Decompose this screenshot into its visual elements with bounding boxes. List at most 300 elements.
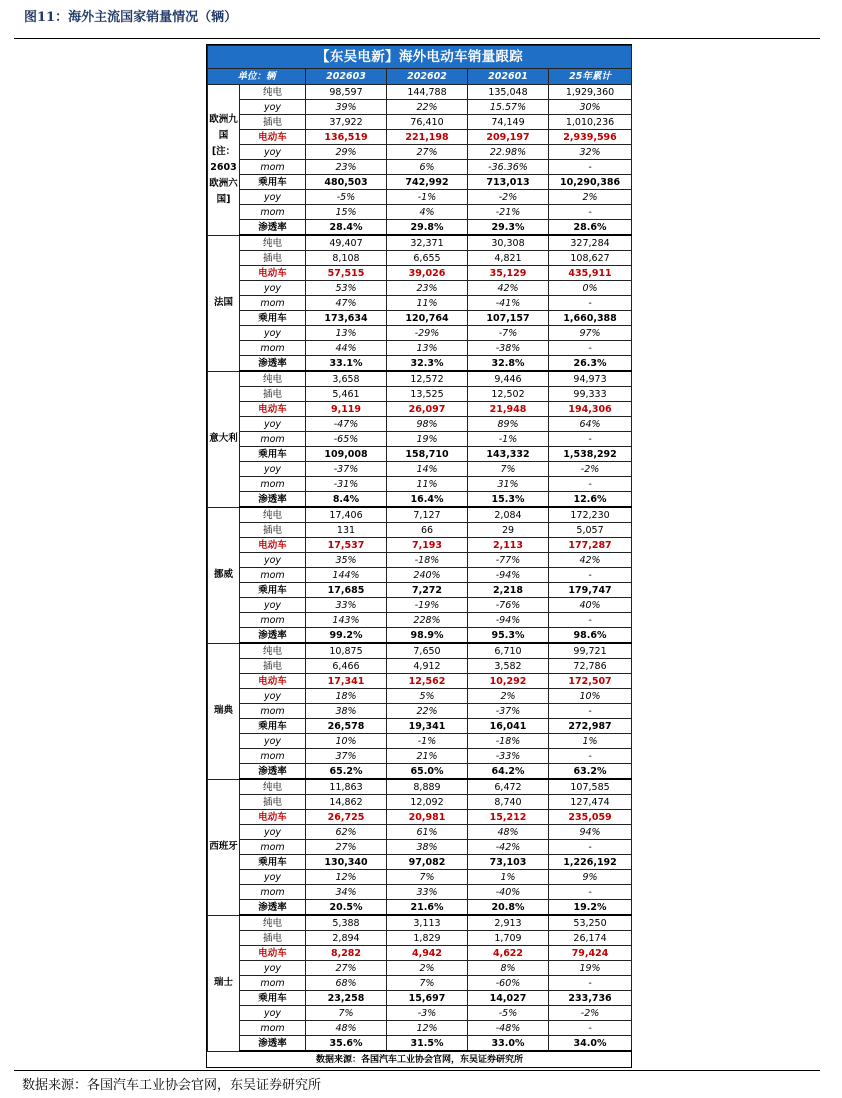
value-cell: 4% bbox=[387, 205, 468, 220]
table-row bbox=[208, 613, 632, 628]
value-cell: 23,258 bbox=[306, 991, 387, 1006]
table-row bbox=[208, 900, 632, 916]
value-cell: 13% bbox=[306, 326, 387, 341]
value-cell: -18% bbox=[387, 553, 468, 568]
value-cell: 64.2% bbox=[468, 764, 549, 780]
value-cell: 30,308 bbox=[468, 235, 549, 251]
value-cell: 48% bbox=[306, 1021, 387, 1036]
value-cell: -40% bbox=[468, 885, 549, 900]
value-cell: -33% bbox=[468, 749, 549, 764]
row-label: 插电 bbox=[240, 931, 306, 946]
row-label: 渗透率 bbox=[240, 1036, 306, 1052]
value-cell: 135,048 bbox=[468, 85, 549, 100]
value-cell: - bbox=[549, 568, 632, 583]
row-label: mom bbox=[240, 296, 306, 311]
table-row bbox=[208, 371, 632, 387]
row-label: yoy bbox=[240, 553, 306, 568]
row-label: yoy bbox=[240, 1006, 306, 1021]
value-cell: 435,911 bbox=[549, 266, 632, 281]
table-source: 数据来源：各国汽车工业协会官网，东吴证券研究所 bbox=[316, 1055, 524, 1065]
row-label: 插电 bbox=[240, 115, 306, 130]
value-cell: 65.0% bbox=[387, 764, 468, 780]
table-row bbox=[208, 931, 632, 946]
value-cell: 2,894 bbox=[306, 931, 387, 946]
row-label: 插电 bbox=[240, 523, 306, 538]
value-cell: 327,284 bbox=[549, 235, 632, 251]
table-source-row bbox=[208, 1051, 632, 1069]
top-rule bbox=[14, 38, 820, 39]
table-row bbox=[208, 205, 632, 220]
value-cell: 29 bbox=[468, 523, 549, 538]
value-cell: 10,292 bbox=[468, 674, 549, 689]
value-cell: 1,538,292 bbox=[549, 447, 632, 462]
value-cell: 0% bbox=[549, 281, 632, 296]
value-cell: -1% bbox=[387, 190, 468, 205]
table-title-row bbox=[208, 46, 632, 69]
value-cell: 28.4% bbox=[306, 220, 387, 236]
value-cell: 28.6% bbox=[549, 220, 632, 236]
table-row bbox=[208, 946, 632, 961]
value-cell: -38% bbox=[468, 341, 549, 356]
row-label: 纯电 bbox=[240, 85, 306, 100]
value-cell: 37,922 bbox=[306, 115, 387, 130]
value-cell: 99,333 bbox=[549, 387, 632, 402]
value-cell: 22% bbox=[387, 100, 468, 115]
value-cell: 18% bbox=[306, 689, 387, 704]
value-cell: 16.4% bbox=[387, 492, 468, 508]
table-row bbox=[208, 538, 632, 553]
value-cell: 32,371 bbox=[387, 235, 468, 251]
table-row bbox=[208, 674, 632, 689]
table-row bbox=[208, 281, 632, 296]
row-label: mom bbox=[240, 477, 306, 492]
value-cell: - bbox=[549, 749, 632, 764]
value-cell: 34.0% bbox=[549, 1036, 632, 1052]
value-cell: 48% bbox=[468, 825, 549, 840]
value-cell: 6,466 bbox=[306, 659, 387, 674]
row-label: mom bbox=[240, 160, 306, 175]
value-cell: 27% bbox=[306, 961, 387, 976]
row-label: 电动车 bbox=[240, 266, 306, 281]
value-cell: 10% bbox=[549, 689, 632, 704]
value-cell: - bbox=[549, 160, 632, 175]
value-cell: 5,057 bbox=[549, 523, 632, 538]
row-label: 乘用车 bbox=[240, 311, 306, 326]
table-row bbox=[208, 296, 632, 311]
row-label: 乘用车 bbox=[240, 991, 306, 1006]
table-row bbox=[208, 402, 632, 417]
value-cell: 12,572 bbox=[387, 371, 468, 387]
value-cell: 21.6% bbox=[387, 900, 468, 916]
value-cell: -1% bbox=[387, 734, 468, 749]
row-label: 乘用车 bbox=[240, 719, 306, 734]
value-cell: 11% bbox=[387, 296, 468, 311]
value-cell: 20,981 bbox=[387, 810, 468, 825]
table-row bbox=[208, 266, 632, 281]
value-cell: 33% bbox=[306, 598, 387, 613]
table-row bbox=[208, 85, 632, 100]
value-cell: 12.6% bbox=[549, 492, 632, 508]
row-label: 乘用车 bbox=[240, 855, 306, 870]
value-cell: 33% bbox=[387, 885, 468, 900]
value-cell: 76,410 bbox=[387, 115, 468, 130]
row-label: mom bbox=[240, 885, 306, 900]
row-label: yoy bbox=[240, 190, 306, 205]
value-cell: 22% bbox=[387, 704, 468, 719]
header-col: 202603 bbox=[306, 69, 387, 85]
table-row bbox=[208, 115, 632, 130]
value-cell: 109,008 bbox=[306, 447, 387, 462]
value-cell: 61% bbox=[387, 825, 468, 840]
value-cell: 19,341 bbox=[387, 719, 468, 734]
value-cell: 2% bbox=[387, 961, 468, 976]
value-cell: 179,747 bbox=[549, 583, 632, 598]
value-cell: 64% bbox=[549, 417, 632, 432]
value-cell: - bbox=[549, 840, 632, 855]
value-cell: 172,230 bbox=[549, 507, 632, 523]
value-cell: 65.2% bbox=[306, 764, 387, 780]
country-label: 瑞典 bbox=[208, 643, 240, 779]
value-cell: -65% bbox=[306, 432, 387, 447]
value-cell: 235,059 bbox=[549, 810, 632, 825]
table-row bbox=[208, 976, 632, 991]
table-row bbox=[208, 779, 632, 795]
table-row bbox=[208, 417, 632, 432]
value-cell: -94% bbox=[468, 568, 549, 583]
value-cell: - bbox=[549, 296, 632, 311]
table-row bbox=[208, 719, 632, 734]
row-label: mom bbox=[240, 749, 306, 764]
table-row bbox=[208, 477, 632, 492]
value-cell: 12,092 bbox=[387, 795, 468, 810]
value-cell: 42% bbox=[468, 281, 549, 296]
row-label: mom bbox=[240, 432, 306, 447]
value-cell: -5% bbox=[468, 1006, 549, 1021]
value-cell: 107,157 bbox=[468, 311, 549, 326]
value-cell: 144% bbox=[306, 568, 387, 583]
table-row bbox=[208, 870, 632, 885]
value-cell: -2% bbox=[549, 462, 632, 477]
row-label: 渗透率 bbox=[240, 628, 306, 644]
value-cell: 2,084 bbox=[468, 507, 549, 523]
value-cell: 7% bbox=[387, 976, 468, 991]
value-cell: 68% bbox=[306, 976, 387, 991]
value-cell: 98% bbox=[387, 417, 468, 432]
row-label: 纯电 bbox=[240, 779, 306, 795]
value-cell: 13,525 bbox=[387, 387, 468, 402]
row-label: 渗透率 bbox=[240, 220, 306, 236]
value-cell: -60% bbox=[468, 976, 549, 991]
value-cell: -76% bbox=[468, 598, 549, 613]
row-label: 乘用车 bbox=[240, 175, 306, 190]
row-label: yoy bbox=[240, 145, 306, 160]
value-cell: 32.3% bbox=[387, 356, 468, 372]
value-cell: 35% bbox=[306, 553, 387, 568]
value-cell: 11,863 bbox=[306, 779, 387, 795]
table-row bbox=[208, 1006, 632, 1021]
value-cell: 17,537 bbox=[306, 538, 387, 553]
table-row bbox=[208, 130, 632, 145]
value-cell: 12% bbox=[306, 870, 387, 885]
value-cell: 19.2% bbox=[549, 900, 632, 916]
value-cell: 107,585 bbox=[549, 779, 632, 795]
table-row bbox=[208, 100, 632, 115]
row-label: yoy bbox=[240, 462, 306, 477]
value-cell: 131 bbox=[306, 523, 387, 538]
table-row bbox=[208, 825, 632, 840]
value-cell: 79,424 bbox=[549, 946, 632, 961]
value-cell: 8,889 bbox=[387, 779, 468, 795]
value-cell: 49,407 bbox=[306, 235, 387, 251]
value-cell: 3,658 bbox=[306, 371, 387, 387]
row-label: 电动车 bbox=[240, 810, 306, 825]
value-cell: -5% bbox=[306, 190, 387, 205]
table-row bbox=[208, 311, 632, 326]
value-cell: 2% bbox=[549, 190, 632, 205]
value-cell: 26,097 bbox=[387, 402, 468, 417]
table-row bbox=[208, 598, 632, 613]
table-header-row bbox=[208, 69, 632, 85]
value-cell: 89% bbox=[468, 417, 549, 432]
value-cell: 3,113 bbox=[387, 915, 468, 931]
table-row bbox=[208, 492, 632, 508]
value-cell: 19% bbox=[387, 432, 468, 447]
value-cell: 19% bbox=[549, 961, 632, 976]
value-cell: 4,821 bbox=[468, 251, 549, 266]
value-cell: 53,250 bbox=[549, 915, 632, 931]
value-cell: 8.4% bbox=[306, 492, 387, 508]
value-cell: 17,685 bbox=[306, 583, 387, 598]
value-cell: -3% bbox=[387, 1006, 468, 1021]
value-cell: -31% bbox=[306, 477, 387, 492]
country-label: 欧洲九国[注：2603欧洲六国] bbox=[208, 85, 240, 236]
value-cell: 44% bbox=[306, 341, 387, 356]
value-cell: 34% bbox=[306, 885, 387, 900]
value-cell: 27% bbox=[387, 145, 468, 160]
value-cell: 26,578 bbox=[306, 719, 387, 734]
value-cell: 4,622 bbox=[468, 946, 549, 961]
row-label: 乘用车 bbox=[240, 447, 306, 462]
value-cell: 11% bbox=[387, 477, 468, 492]
value-cell: -41% bbox=[468, 296, 549, 311]
table-row bbox=[208, 220, 632, 236]
value-cell: -7% bbox=[468, 326, 549, 341]
row-label: mom bbox=[240, 704, 306, 719]
value-cell: 32.8% bbox=[468, 356, 549, 372]
value-cell: 221,198 bbox=[387, 130, 468, 145]
value-cell: 272,987 bbox=[549, 719, 632, 734]
value-cell: 39% bbox=[306, 100, 387, 115]
value-cell: 108,627 bbox=[549, 251, 632, 266]
table-row bbox=[208, 160, 632, 175]
value-cell: -18% bbox=[468, 734, 549, 749]
table-row bbox=[208, 734, 632, 749]
value-cell: 16,041 bbox=[468, 719, 549, 734]
row-label: 纯电 bbox=[240, 235, 306, 251]
value-cell: 1,929,360 bbox=[549, 85, 632, 100]
table-row bbox=[208, 326, 632, 341]
value-cell: 1,709 bbox=[468, 931, 549, 946]
value-cell: 99.2% bbox=[306, 628, 387, 644]
value-cell: - bbox=[549, 885, 632, 900]
value-cell: 27% bbox=[306, 840, 387, 855]
table-row bbox=[208, 432, 632, 447]
value-cell: 4,912 bbox=[387, 659, 468, 674]
value-cell: 10,875 bbox=[306, 643, 387, 659]
table-row bbox=[208, 523, 632, 538]
row-label: yoy bbox=[240, 961, 306, 976]
value-cell: 8,108 bbox=[306, 251, 387, 266]
value-cell: -36.36% bbox=[468, 160, 549, 175]
value-cell: 136,519 bbox=[306, 130, 387, 145]
country-label: 西班牙 bbox=[208, 779, 240, 915]
row-label: yoy bbox=[240, 689, 306, 704]
value-cell: 7,272 bbox=[387, 583, 468, 598]
row-label: 纯电 bbox=[240, 371, 306, 387]
value-cell: 6,655 bbox=[387, 251, 468, 266]
value-cell: - bbox=[549, 613, 632, 628]
header-unit: 单位：辆 bbox=[208, 69, 306, 85]
table-row bbox=[208, 704, 632, 719]
value-cell: 7% bbox=[306, 1006, 387, 1021]
table-row bbox=[208, 356, 632, 372]
table-row bbox=[208, 553, 632, 568]
table-row bbox=[208, 991, 632, 1006]
value-cell: 37% bbox=[306, 749, 387, 764]
value-cell: -48% bbox=[468, 1021, 549, 1036]
header-col: 202602 bbox=[387, 69, 468, 85]
row-label: 纯电 bbox=[240, 915, 306, 931]
row-label: mom bbox=[240, 976, 306, 991]
table-row bbox=[208, 387, 632, 402]
value-cell: 33.1% bbox=[306, 356, 387, 372]
table-row bbox=[208, 885, 632, 900]
value-cell: 1,010,236 bbox=[549, 115, 632, 130]
value-cell: 158,710 bbox=[387, 447, 468, 462]
value-cell: 33.0% bbox=[468, 1036, 549, 1052]
value-cell: 21,948 bbox=[468, 402, 549, 417]
value-cell: 15,697 bbox=[387, 991, 468, 1006]
table-row bbox=[208, 810, 632, 825]
country-label: 瑞士 bbox=[208, 915, 240, 1051]
table-row bbox=[208, 659, 632, 674]
value-cell: 23% bbox=[306, 160, 387, 175]
table-row bbox=[208, 235, 632, 251]
value-cell: 95.3% bbox=[468, 628, 549, 644]
value-cell: 2,218 bbox=[468, 583, 549, 598]
value-cell: -37% bbox=[468, 704, 549, 719]
value-cell: 12,502 bbox=[468, 387, 549, 402]
value-cell: 209,197 bbox=[468, 130, 549, 145]
value-cell: 73,103 bbox=[468, 855, 549, 870]
value-cell: 143% bbox=[306, 613, 387, 628]
country-label: 挪威 bbox=[208, 507, 240, 643]
value-cell: 7% bbox=[468, 462, 549, 477]
value-cell: - bbox=[549, 1021, 632, 1036]
value-cell: 94,973 bbox=[549, 371, 632, 387]
table-row bbox=[208, 961, 632, 976]
row-label: mom bbox=[240, 568, 306, 583]
value-cell: 130,340 bbox=[306, 855, 387, 870]
value-cell: -29% bbox=[387, 326, 468, 341]
table-row bbox=[208, 764, 632, 780]
value-cell: 2,913 bbox=[468, 915, 549, 931]
sales-table bbox=[207, 45, 632, 1069]
value-cell: 22.98% bbox=[468, 145, 549, 160]
value-cell: 17,406 bbox=[306, 507, 387, 523]
value-cell: 1,226,192 bbox=[549, 855, 632, 870]
row-label: 渗透率 bbox=[240, 356, 306, 372]
table-row bbox=[208, 795, 632, 810]
row-label: 插电 bbox=[240, 795, 306, 810]
value-cell: 26,174 bbox=[549, 931, 632, 946]
country-label: 意大利 bbox=[208, 371, 240, 507]
row-label: yoy bbox=[240, 598, 306, 613]
table-row bbox=[208, 341, 632, 356]
row-label: 纯电 bbox=[240, 507, 306, 523]
value-cell: 713,013 bbox=[468, 175, 549, 190]
table-row bbox=[208, 251, 632, 266]
value-cell: 20.5% bbox=[306, 900, 387, 916]
row-label: 电动车 bbox=[240, 130, 306, 145]
value-cell: 2,113 bbox=[468, 538, 549, 553]
row-label: 渗透率 bbox=[240, 900, 306, 916]
value-cell: -1% bbox=[468, 432, 549, 447]
value-cell: 38% bbox=[387, 840, 468, 855]
value-cell: 97% bbox=[549, 326, 632, 341]
table-row bbox=[208, 689, 632, 704]
row-label: mom bbox=[240, 341, 306, 356]
value-cell: -2% bbox=[549, 1006, 632, 1021]
value-cell: 29.3% bbox=[468, 220, 549, 236]
value-cell: -42% bbox=[468, 840, 549, 855]
value-cell: 7,193 bbox=[387, 538, 468, 553]
row-label: 乘用车 bbox=[240, 583, 306, 598]
value-cell: 14,027 bbox=[468, 991, 549, 1006]
value-cell: 35,129 bbox=[468, 266, 549, 281]
table-row bbox=[208, 1036, 632, 1052]
row-label: 插电 bbox=[240, 251, 306, 266]
value-cell: 98,597 bbox=[306, 85, 387, 100]
value-cell: 40% bbox=[549, 598, 632, 613]
value-cell: 12,562 bbox=[387, 674, 468, 689]
row-label: 渗透率 bbox=[240, 764, 306, 780]
value-cell: 63.2% bbox=[549, 764, 632, 780]
country-label: 法国 bbox=[208, 235, 240, 371]
footer-source: 数据来源：各国汽车工业协会官网，东吴证券研究所 bbox=[22, 1078, 322, 1093]
row-label: 插电 bbox=[240, 387, 306, 402]
value-cell: -21% bbox=[468, 205, 549, 220]
header-col: 202601 bbox=[468, 69, 549, 85]
value-cell: 31% bbox=[468, 477, 549, 492]
row-label: 插电 bbox=[240, 659, 306, 674]
table-row bbox=[208, 568, 632, 583]
value-cell: 30% bbox=[549, 100, 632, 115]
value-cell: 10% bbox=[306, 734, 387, 749]
value-cell: 4,942 bbox=[387, 946, 468, 961]
value-cell: 5,461 bbox=[306, 387, 387, 402]
value-cell: 21% bbox=[387, 749, 468, 764]
row-label: mom bbox=[240, 613, 306, 628]
value-cell: 194,306 bbox=[549, 402, 632, 417]
value-cell: 20.8% bbox=[468, 900, 549, 916]
value-cell: - bbox=[549, 205, 632, 220]
table-row bbox=[208, 462, 632, 477]
row-label: 电动车 bbox=[240, 674, 306, 689]
value-cell: -37% bbox=[306, 462, 387, 477]
value-cell: 7,127 bbox=[387, 507, 468, 523]
value-cell: 172,507 bbox=[549, 674, 632, 689]
